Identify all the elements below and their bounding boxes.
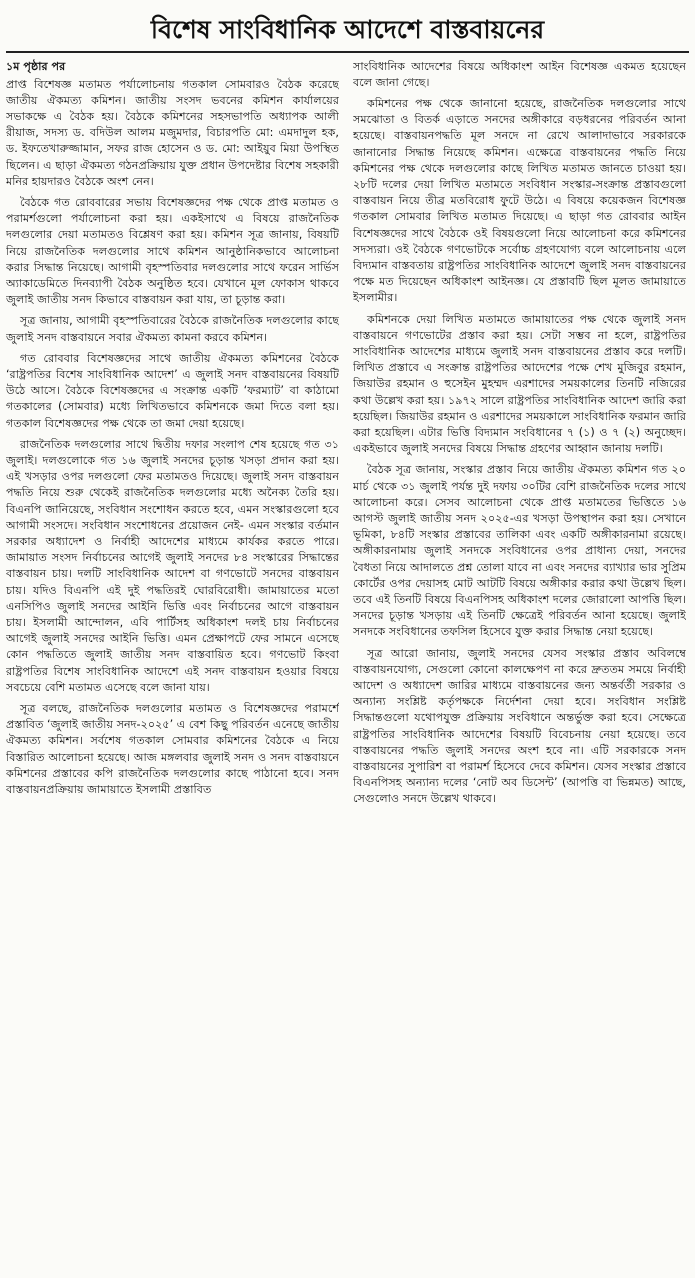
continued-from-label: ১ম পৃষ্ঠার পর — [6, 59, 66, 73]
article-headline: বিশেষ সাংবিধানিক আদেশে বাস্তবায়নের — [6, 6, 689, 53]
article-column-left — [6, 59, 339, 804]
paragraph: বৈঠক সূত্র জানায়, সংস্কার প্রস্তাব নিয়ে জাতীয় ঐকমত্য কমিশন গত ২০ মার্চ থেকে ৩১ জুলাই পর্যন্ত দুই দফায় ৩০টির বেশি রাজনৈতিক দলের সাথে আলোচনা করে। সেসব আলোচনা থেকে প্রাপ্ত মতামতের ভিত্তিতে ১৬ আগস্ট জুলাই জাতীয় সনদ ২০২৫-এর খসড়া উপস্থাপন করা হয়। সেখানে ভূমিকা, ৮৪টি সংস্কার প্রস্তাবের তালিকা এবং একটি অঙ্গীকারনামা রয়েছে। অঙ্গীকারনামায় জুলাই সনদকে সংবিধানের ওপর প্রাধান্য দেয়া, সনদের বৈধতা নিয়ে আদালতে প্রশ্ন তোলা যাবে না এবং সনদের ব্যাখ্যার ভার সুপ্রিম কোর্টের ওপর দেয়াসহ মোট আটটি বিষয়ে অঙ্গীকার করার কথা উল্লেখ ছিল। তবে এই তিনটি বিষয়ে বিএনপিসহ অধিকাংশ দলের জোরালো আপত্তি ছিল। সনদের চূড়ান্ত খসড়ায় এই তিনটি ক্ষেত্রেই পরিবর্তন আনা হয়েছে। জুলাই সনদকে সংবিধানের তফসিল হিসেবে যুক্ত করার সিদ্ধান্ত নেয়া হয়েছে। — [353, 463, 686, 639]
article-body — [6, 59, 689, 813]
paragraph: বৈঠকে গত রোববারের সভায় বিশেষজ্ঞদের পক্ষ থেকে প্রাপ্ত মতামত ও পরামর্শগুলো পর্যালোচনা করা হয়। একইসাথে এ বিষয়ে রাজনৈতিক দলগুলোর দেয়া মতামতও বিশ্লেষণ করা হয়। কমিশন সূত্র জানায়, বিষয়টি নিয়ে রাজনৈতিক দলগুলোর সাথে কমিশন আনুষ্ঠানিকভাবে আলোচনা করার সিদ্ধান্ত নিয়েছে। আগামী বৃহস্পতিবার দলগুলোর সাথে ফরেন সার্ভিস অ্যাকাডেমিতে দিনব্যাপী বৈঠক অনুষ্ঠিত হবে। যেখানে মূল ফোকাস থাকবে জুলাই জাতীয় সনদ কিভাবে বাস্তবায়ন করা যায়, তা চূড়ান্ত করা। — [6, 195, 339, 307]
paragraph: রাজনৈতিক দলগুলোর সাথে দ্বিতীয় দফার সংলাপ শেষ হয়েছে গত ৩১ জুলাই। দলগুলোকে গত ১৬ জুলাই সনদের চূড়ান্ত খসড়া প্রদান করা হয়। এই খসড়ার ওপর দলগুলো ফের মতামতও দিয়েছে। জুলাই সনদ বাস্তবায়ন পদ্ধতি নিয়ে শুরু থেকেই রাজনৈতিক দলগুলোর মধ্যে অনৈক্য তৈরি হয়। বিএনপি জানিয়েছে, সংবিধান সংশোধন করতে হবে, এমন সংস্কারগুলো হবে আগামী সংসদে। সংবিধান সংশোধনের প্রয়োজন নেই- এমন সংস্কার বর্তমান সরকার অধ্যাদেশ ও নির্বাহী আদেশের মাধ্যমে কার্যকর করতে পারে। জামায়াত সংসদ নির্বাচনের আগেই জুলাই সনদের ৮৪ সংস্কারের সিদ্ধান্তের বাস্তবায়ন চায়। দলটি সাংবিধানিক আদেশ বা গণভোটে সনদের বাস্তবায়ন চায়। যদিও বিএনপি এই দুই পদ্ধতিরই ঘোরবিরোধী। জামায়াতের মতো এনসিপিও জুলাই সনদের আইনি ভিত্তি এবং নির্বাচনের আগে বাস্তবায়ন চায়। ইসলামী আন্দোলন, এবি পার্টিসহ অধিকাংশ দলই চায় নির্বাচনের আগেই জুলাই সনদের আইনি ভিত্তি। এমন প্রেক্ষাপটে ফের সামনে এসেছে কোন পদ্ধতিতে জুলাই জাতীয় সনদ বাস্তবায়িত হবে। গণভোট কিংবা রাষ্ট্রপতির বিশেষ সাংবিধানিক আদেশে এই সনদ বাস্তবায়ন হওয়ার বিষয়ে সবচেয়ে বেশি মতামত এসেছে বলে জানা যায়। — [6, 437, 339, 694]
paragraph: সূত্র আরো জানায়, জুলাই সনদের যেসব সংস্কার প্রস্তাব অবিলম্বে বাস্তবায়নযোগ্য, সেগুলো কোনো কালক্ষেপণ না করে দ্রুততম সময়ে নির্বাহী আদেশ ও অধ্যাদেশ জারির মাধ্যমে বাস্তবায়নের জন্য অন্তর্বর্তী সরকার ও অন্যান্য সংশ্লিষ্ট কর্তৃপক্ষকে নির্দেশনা দেয়া হবে। সংবিধান সংশ্লিষ্ট সিদ্ধান্তগুলো যথোপযুক্ত প্রক্রিয়ায় সংবিধানে অন্তর্ভুক্ত করা হবে। সেক্ষেত্রে রাষ্ট্রপতির সাংবিধানিক আদেশের বিষয়টি বিবেচনায় নেয়া হয়েছে। তবে বাস্তবায়নের পদ্ধতি জুলাই সনদের অংশ হবে না। এটি সরকারকে সনদ বাস্তবায়নের সুপারিশ বা পরামর্শ হিসেবে দেবে কমিশন। যেসব সংস্কার প্রস্তাবে বিএনপিসহ অন্যান্য দলের ‘নোট অব ডিসেন্ট’ (আপত্তি বা ভিন্নমত) আছে, সেগুলোও সনদে উল্লেখ থাকবে। — [353, 646, 686, 806]
paragraph: কমিশনকে দেয়া লিখিত মতামতে জামায়াতের পক্ষ থেকে জুলাই সনদ বাস্তবায়নে গণভোটের প্রস্তাব করা হয়। সেটা সম্ভব না হলে, রাষ্ট্রপতির সাংবিধানিক আদেশের মাধ্যমে জুলাই সনদ বাস্তবায়নের প্রস্তাব করে দলটি। লিখিত প্রস্তাবে এ সংক্রান্ত রাষ্ট্রপতির আদেশের পক্ষে শেখ মুজিবুর রহমান, জিয়াউর রহমান ও হুসেইন মুহম্মদ এরশাদের সময়কালের তিনটি নজিরের কথা উল্লেখ করা হয়। ১৯৭২ সালে রাষ্ট্রপতির সাংবিধানিক আদেশ জারি করা হয়েছিল। জিয়াউর রহমান ও এরশাদের সময়কালে সাংবিধানিক ফরমান জারি করা হয়েছিল। এটার ভিত্তি বিদ্যমান সংবিধানের ৭ (১) ও ৭ (২) অনুচ্ছেদ। একইভাবে জুলাই সনদের বিষয়ে সিদ্ধান্ত গ্রহণের আহ্বান জানায় দলটি। — [353, 312, 686, 456]
paragraph: প্রাপ্ত বিশেষজ্ঞ মতামত পর্যালোচনায় গতকাল সোমবারও বৈঠক করেছে জাতীয় ঐকমত্য কমিশন। জাতীয় সংসদ ভবনের কমিশন কার্যালয়ের সভাকক্ষে এ বৈঠক হয়। বৈঠকে কমিশনের সহসভাপতি অধ্যাপক আলী রীয়াজ, সদস্য ড. বদিউল আলম মজুমদার, বিচারপতি মো: এমদাদুল হক, ড. ইফতেখারুজ্জামান, সফর রাজ হোসেন ও ড. মো: আইয়ুব মিয়া উপস্থিত ছিলেন। এ ছাড়া ঐকমত্য গঠনপ্রক্রিয়ায় যুক্ত প্রধান উপদেষ্টার বিশেষ সহকারী মনির হায়দারও বৈঠকে অংশ নেন। — [6, 77, 339, 188]
paragraph: সাংবিধানিক আদেশের বিষয়ে অধিকাংশ আইন বিশেষজ্ঞ একমত হয়েছেন বলে জানা গেছে। — [353, 59, 686, 89]
paragraph: কমিশনের পক্ষ থেকে জানানো হয়েছে, রাজনৈতিক দলগুলোর সাথে সমঝোতা ও বিতর্ক এড়াতে সনদের অঙ্গীকারে বড়ধরনের পরিবর্তন আনা হয়েছে। বাস্তবায়নপদ্ধতি মূল সনদে না রেখে আলাদাভাবে সরকারকে জানানোর সিদ্ধান্ত নিয়েছে কমিশন। এক্ষেত্রে বাস্তবায়নের পদ্ধতি নিয়ে কমিশনের পক্ষ থেকে দলগুলোর কাছে লিখিত মতামত জানতে চাওয়া হয়। ২৮টি দলের দেয়া লিখিত মতামতে সংবিধান সংস্কার-সংক্রান্ত প্রস্তাবগুলো বাস্তবায়ন নিয়ে তীব্র মতবিরোধ ফুটে উঠে। এ বিষয়ে কয়েকজন বিশেষজ্ঞ গতকাল সোমবার লিখিত মতামত দিয়েছে। এ ছাড়া গত রোববার আইন বিশেষজ্ঞদের সাথে বৈঠকে ওই বিষয়গুলো নিয়ে আলোচনা করে কমিশনের সদস্যরা। ওই বৈঠকে গণভোটকে সর্বোচ্চ গ্রহণযোগ্য বলে আলোচনায় এলে বিদ্যমান বাস্তবতায় রাষ্ট্রপতির সাংবিধানিক আদেশে জুলাই সনদ বাস্তবায়নের পক্ষে মত দিয়েছেন অধিকাংশ আইনজ্ঞ। যে প্রস্তাবটি ছিল মূলত জামায়াতে ইসলামীর। — [353, 96, 686, 305]
paragraph: সূত্র জানায়, আগামী বৃহস্পতিবারের বৈঠকে রাজনৈতিক দলগুলোর কাছে জুলাই সনদ বাস্তবায়নে সবার ঐকমত্য কামনা করবে কমিশন। — [6, 314, 339, 344]
article-column-right — [353, 59, 686, 813]
paragraph: গত রোববার বিশেষজ্ঞদের সাথে জাতীয় ঐকমত্য কমিশনের বৈঠকে ‘রাষ্ট্রপতির বিশেষ সাংবিধানিক আদেশ’ এ জুলাই সনদ বাস্তবায়নের বিষয়টি উঠে আসে। বৈঠকে বিশেষজ্ঞদের এ সংক্রান্ত একটি ‘ফরম্যাট’ বা কাঠামো গতকালের (সোমবার) মধ্যে লিখিতভাবে কমিশনকে জমা দিতে বলা হয়। গতকাল বিশেষজ্ঞদের পক্ষ থেকে তা জমা দেয়া হয়েছে। — [6, 351, 339, 430]
paragraph: সূত্র বলছে, রাজনৈতিক দলগুলোর মতামত ও বিশেষজ্ঞদের পরামর্শে প্রস্তাবিত ‘জুলাই জাতীয় সনদ-২০২৫’ এ বেশ কিছু পরিবর্তন এনেছে জাতীয় ঐকমত্য কমিশন। সর্বশেষ গতকাল সোমবার কমিশনের বৈঠকে এ নিয়ে বিস্তারিত আলোচনা হয়েছে। আজ মঙ্গলবার জুলাই সনদ ও সনদ বাস্তবায়নে কমিশনের প্রস্তাবের কপি রাজনৈতিক দলগুলোর কাছে পাঠানো হবে। সনদ বাস্তবায়নপ্রক্রিয়ায় জামায়াতে ইসলামী প্রস্তাবিত — [6, 702, 339, 797]
